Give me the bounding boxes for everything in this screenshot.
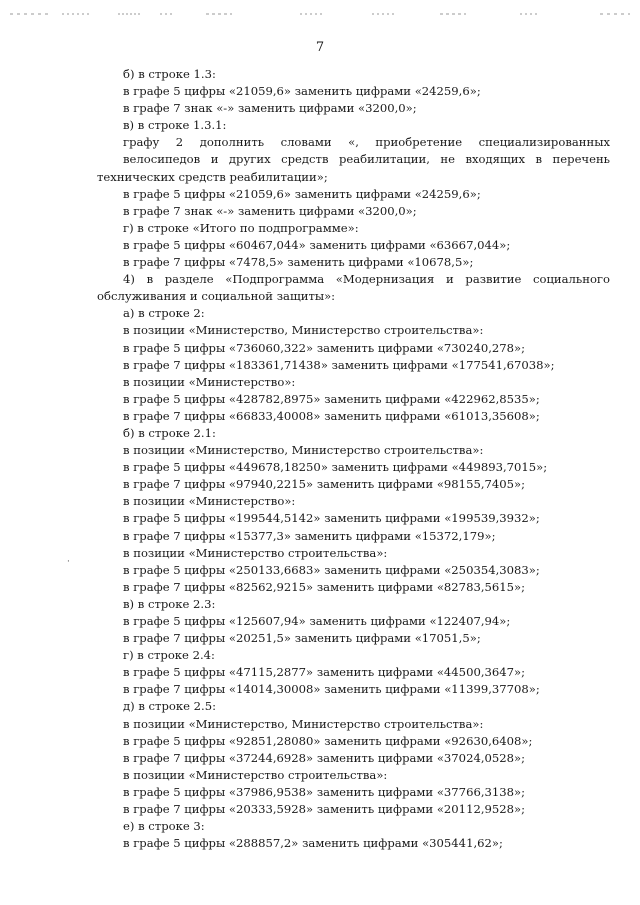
- document-line: в графе 7 цифры «82562,9215» заменить цифрами «82783,5615»;: [123, 579, 526, 594]
- document-line: а) в строке 2:: [123, 306, 205, 321]
- document-line: в графе 5 цифры «47115,2877» заменить цифрами «44500,3647»;: [123, 665, 526, 680]
- document-line: е) в строке 3:: [123, 819, 205, 834]
- document-line: в позиции «Министерство строительства»:: [123, 545, 388, 560]
- document-line: в) в строке 1.3.1:: [123, 118, 227, 133]
- document-line: в позиции «Министерство, Министерство строительства»:: [123, 323, 484, 338]
- document-line: в графе 7 цифры «7478,5» заменить цифрами «10678,5»;: [123, 255, 474, 270]
- document-line: в графе 5 цифры «21059,6» заменить цифрами «24259,6»;: [123, 186, 481, 201]
- document-line: в позиции «Министерство»:: [123, 374, 296, 389]
- document-line: в графе 5 цифры «21059,6» заменить цифрами «24259,6»;: [123, 84, 481, 99]
- document-line: в графе 7 цифры «97940,2215» заменить цифрами «98155,7405»;: [123, 477, 526, 492]
- document-line: г) в строке 2.4:: [123, 648, 215, 663]
- document-line: в) в строке 2.3:: [123, 596, 216, 611]
- document-line: в графе 5 цифры «125607,94» заменить цифрами «122407,94»;: [123, 614, 511, 628]
- document-line: г) в строке «Итого по подпрограмме»:: [123, 220, 359, 235]
- document-line: в графе 7 цифры «37244,6928» заменить цифрами «37024,0528»;: [123, 750, 526, 765]
- document-line: в графе 7 цифры «20333,5928» заменить цифрами «20112,9528»;: [123, 802, 526, 817]
- document-line: в графе 7 цифры «15377,3» заменить цифрами «15372,179»;: [123, 528, 496, 543]
- document-line: в графе 5 цифры «449678,18250» заменить цифрами «449893,7015»;: [123, 460, 548, 475]
- document-line: в графе 5 цифры «736060,322» заменить цифрами «730240,278»;: [123, 340, 526, 355]
- page-number: 7: [315, 40, 325, 55]
- document-line: в графе 7 цифры «66833,40008» заменить цифрами «61013,35608»;: [123, 408, 540, 423]
- scan-header-marks: [0, 0, 640, 22]
- document-line: в позиции «Министерство, Министерство строительства»:: [123, 443, 484, 458]
- document-line: в графе 7 знак «-» заменить цифрами «3200,0»;: [123, 203, 417, 218]
- document-line: в графе 5 цифры «428782,8975» заменить цифрами «422962,8535»;: [123, 391, 540, 406]
- document-line: обслуживания и социальной защиты»:: [97, 289, 336, 304]
- document-line: в графе 7 знак «-» заменить цифрами «3200,0»;: [123, 101, 417, 116]
- document-line: в графе 7 цифры «183361,71438» заменить цифрами «177541,67038»;: [123, 357, 555, 372]
- document-line: в графе 5 цифры «250133,6683» заменить цифрами «250354,3083»;: [123, 562, 540, 577]
- document-line: в графе 5 цифры «92851,28080» заменить цифрами «92630,6408»;: [123, 733, 533, 748]
- document-line: б) в строке 2.1:: [123, 425, 216, 440]
- document-line: графу 2 дополнить словами «, приобретение специализированных: [123, 135, 610, 150]
- document-line: в графе 5 цифры «60467,044» заменить цифрами «63667,044»;: [123, 237, 511, 252]
- document-line: технических средств реабилитации»;: [97, 169, 328, 184]
- document-body: [97, 66, 610, 852]
- document-line: 4) в разделе «Подпрограмма «Модернизация и развитие социального: [123, 272, 610, 287]
- document-line: велосипедов и других средств реабилитации, не входящих в перечень: [123, 152, 610, 167]
- document-line: в позиции «Министерство, Министерство строительства»:: [123, 716, 484, 731]
- document-line: в графе 5 цифры «37986,9538» заменить цифрами «37766,3138»;: [123, 784, 526, 799]
- document-line: в позиции «Министерство»:: [123, 494, 296, 509]
- document-line: д) в строке 2.5:: [123, 699, 217, 714]
- document-line: в графе 7 цифры «20251,5» заменить цифрами «17051,5»;: [123, 631, 481, 646]
- margin-mark: ·: [67, 557, 70, 567]
- document-line: в графе 5 цифры «199544,5142» заменить цифрами «199539,3932»;: [123, 511, 540, 526]
- document-line: в позиции «Министерство строительства»:: [123, 767, 388, 782]
- document-line: в графе 7 цифры «14014,30008» заменить цифрами «11399,37708»;: [123, 682, 540, 697]
- document-line: б) в строке 1.3:: [123, 67, 216, 81]
- document-line: в графе 5 цифры «288857,2» заменить цифрами «305441,62»;: [123, 836, 503, 851]
